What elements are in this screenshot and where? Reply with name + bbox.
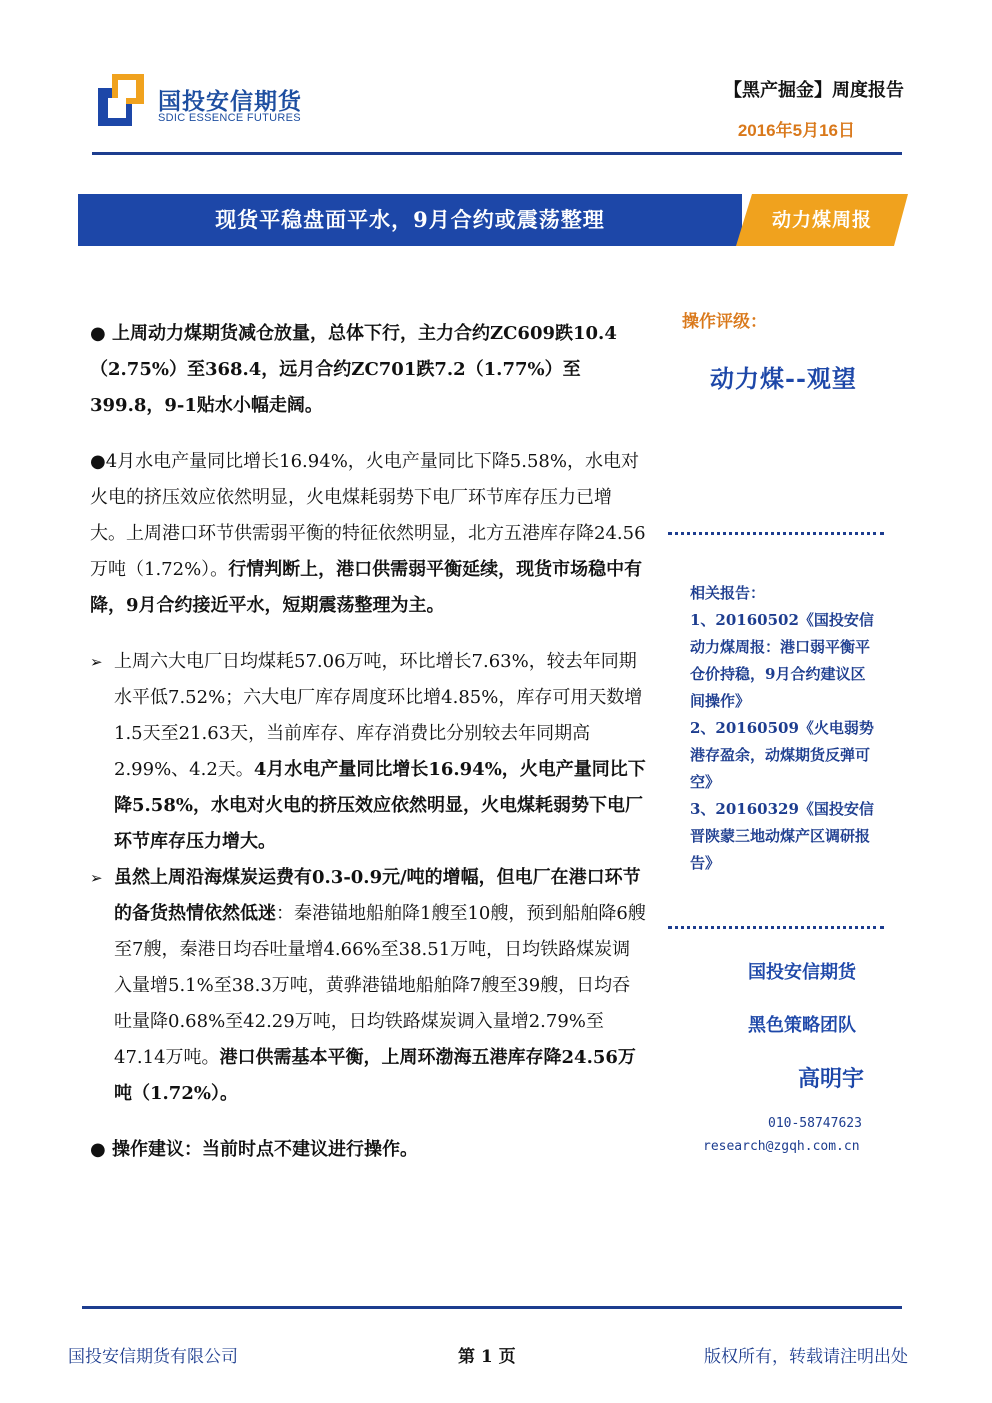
rating-label: 操作评级： [682,312,767,332]
header-divider [92,152,902,155]
contact-phone: 010-58747623 [768,1116,862,1131]
report-type: 【黑产掘金】周度报告 [724,80,904,101]
sidebar-divider [668,532,884,535]
analyst-name: 高明宇 [798,1066,865,1092]
logo-text-en: SDIC ESSENCE FUTURES [158,112,301,124]
arrow-bullet-icon: ➢ [90,869,103,887]
sidebar-divider [668,926,884,929]
team-name: 黑色策略团队 [748,1015,856,1036]
operation-advice-bullet: ● 操作建议：当前时点不建议进行操作。 [90,1139,418,1160]
logo-text-cn: 国投安信期货 [158,89,302,115]
summary-bullet: ● 上周动力煤期货减仓放量，总体下行，主力合约ZC609跌10.4（2.75%）至368.4，远月合约ZC701跌7.2（1.77%）至399.8，9-1贴水小幅走阔。 [90,323,617,416]
team-company: 国投安信期货 [748,962,856,983]
company-logo-icon [98,74,144,126]
power-plant-point: ➢ 上周六大电厂日均煤耗57.06万吨，环比增长7.63%，较去年同期水平低7.52%；六大电厂库存周度环比增4.85%，库存可用天数增1.5天至21.63天，当前库存、库存消费比分别较去年同期高2.99%、4.2天。4月水电产量同比增长16.94%，火电产量同比下降5.58%，水电对火电的挤压效应依然明显，火电煤耗弱势下电厂环节库存压力增大。 [90,644,646,860]
related-reports [690,580,880,877]
report-date: 2016年5月16日 [737,121,855,140]
related-report-item[interactable]: 3、20160329《国投安信晋陕蒙三地动煤产区调研报告》 [690,800,874,872]
main-content [90,316,646,1168]
related-reports-title: 相关报告： [690,584,766,602]
rating-value: 动力煤--观望 [710,364,857,393]
related-report-item[interactable]: 2、20160509《火电弱势港存盈余，动煤期货反弹可空》 [690,719,874,791]
footer-copyright: 版权所有，转载请注明出处 [704,1347,908,1367]
contact-email[interactable]: research@zgqh.com.cn [703,1139,860,1154]
report-tag: 动力煤周报 [771,209,872,231]
footer-divider [82,1306,902,1309]
page-number: 第 1 页 [458,1347,516,1367]
market-judgement-bullet: ●4月水电产量同比增长16.94%，火电产量同比下降5.58%，水电对火电的挤压效应依然明显，火电煤耗弱势下电厂环节库存压力已增大。上周港口环节供需弱平衡的特征依然明显，北方五港库存降24.56万吨（1.72%）。行情判断上，港口供需弱平衡延续，现货市场稳中有降，9月合约接近平水，短期震荡整理为主。 [90,451,646,616]
arrow-bullet-icon: ➢ [90,653,103,671]
related-report-item[interactable]: 1、20160502《国投安信动力煤周报：港口弱平衡平仓价持稳，9月合约建议区间操作》 [690,611,874,710]
port-point: ➢ 虽然上周沿海煤炭运费有0.3-0.9元/吨的增幅，但电厂在港口环节的备货热情依然低迷：秦港锚地船舶降1艘至10艘，预到船舶降6艘至7艘，秦港日均吞吐量增4.66%至38.51万吨，日均铁路煤炭调入量增5.1%至38.3万吨，黄骅港锚地船舶降7艘至39艘，日均吞吐量降0.68%至42.29万吨，日均铁路煤炭调入量增2.79%至47.14万吨。港口供需基本平衡，上周环渤海五港库存降24.56万吨（1.72%）。 [90,860,646,1112]
report-title: 现货平稳盘面平水，9月合约或震荡整理 [215,207,605,232]
footer-company: 国投安信期货有限公司 [68,1347,238,1367]
